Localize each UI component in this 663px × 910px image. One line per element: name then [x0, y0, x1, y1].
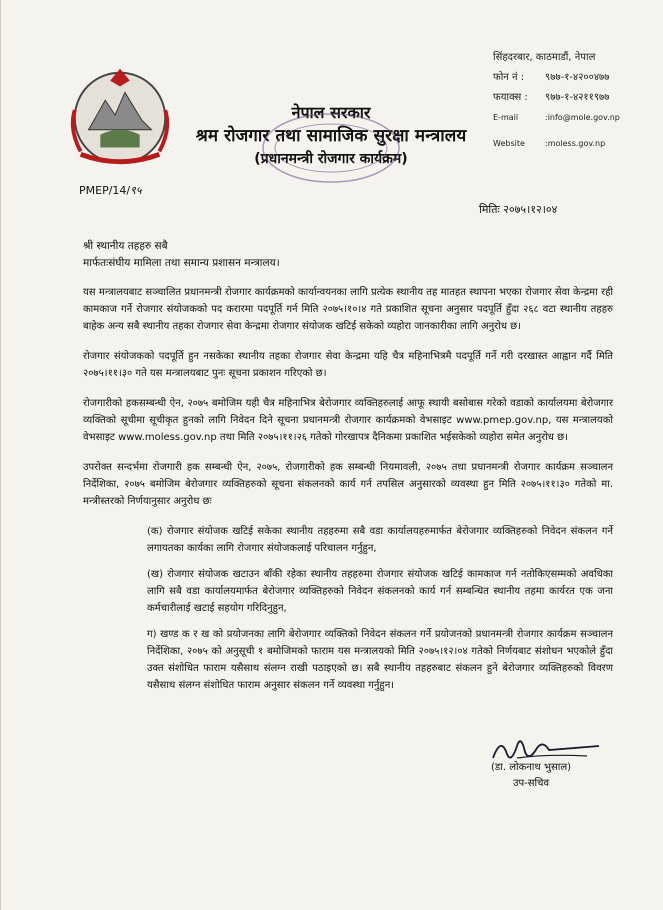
recipient-block [83, 238, 280, 272]
list-item-ga: ग) खण्ड क र ख को प्रयोजनका लागि बेरोजगार व्यक्तिको निवेदन संकलन गर्ने प्रयोजनको प्रधानमन्त्री रोजगार कार्यक्रम सञ्चालन निर्देशिका, २०७५ को अनुसूची १ बमोजिमको फाराम यस मन्त्रालयको मिति २०७५।१२।०४ गतेको निर्णयबाट संशोधन भएकोले हुँदा उक्त संशोधित फाराम यसैसाथ संलग्न राखी पठाइएको छ। सबै स्थानीय तहहरुबाट संकलन हुने बेरोजगार व्यक्तिहरुको विवरण यसैसाथ संलग्न संशोधित फाराम अनुसार संकलन गर्ने व्यवस्था गर्नुहुन। [147, 629, 613, 691]
office-stamp-icon [256, 108, 406, 188]
contact-block [493, 48, 620, 154]
fax-row [493, 88, 620, 108]
program-name: (प्रधानमन्त्री रोजगार कार्यक्रम) [254, 151, 408, 167]
paragraph-1: यस मन्त्रालयबाट सञ्चालित प्रधानमन्त्री रोजगार कार्यक्रमको कार्यान्वयनका लागि प्रत्येक स्थानीय तह मातहत स्थापना भएका रोजगार सेवा केन्द्रमा रही कामकाज गर्ने रोजगार संयोजकको पद करारमा पदपूर्ति गर्न मिति २०७५।१०।४ गते प्रकाशित सूचना अनुसार पदपूर्ति हुँदा २६८ वटा स्थानीय तहहरु बाहेक अन्य सबै स्थानीय तहका रोजगार सेवा केन्द्रमा रोजगार संयोजक खटिई सकेको व्यहोरा जानकारीका लागि अनुरोध छ। [83, 287, 613, 332]
email-label: E-mail [493, 113, 519, 122]
signer-title: उप-सचिव [513, 778, 550, 789]
ministry-name: श्रम रोजगार तथा सामाजिक सुरक्षा मन्त्रालय [195, 126, 467, 146]
phone-value: ९७७-१-४२००४७७ [545, 72, 610, 83]
fax-label: फयाक्स : [493, 92, 528, 103]
paragraph-2: रोजगार संयोजकको पदपूर्ति हुन नसकेका स्थानीय तहका रोजगार सेवा केन्द्रमा यहि चैत्र महिनाभित्रमै पदपूर्ति गर्ने गरी दरखास्त आह्वान गर्दै मिति २०७५।११।३० गते यस मन्त्रालयबाट पुनः सूचना प्रकाशन गरिएको छ। [83, 351, 613, 379]
recipient-line-1: श्री स्थानीय तहहरु सबै [83, 240, 168, 252]
website-row [493, 134, 620, 154]
letter-date: मितिः २०७५।१२।०४ [479, 203, 558, 216]
reference-prefix: PMEP/14/ [79, 184, 131, 197]
recipient-line-2: मार्फतःसंघीय मामिला तथा समान्य प्रशासन मन्त्रालय। [83, 257, 280, 269]
list-item-ka: (क) रोजगार संयोजक खटिई सकेका स्थानीय तहहरुमा सबै वडा कार्यालयहरुमार्फत बेरोजगार व्यक्तिहरुको निवेदन संकलन गर्ने लगायतका कार्यका लागि रोजगार संयोजकलाई परिचालन गर्नुहुन, [147, 526, 613, 554]
address: सिंहदरबार, काठमाडौं, नेपाल [493, 52, 596, 63]
email-row [493, 108, 620, 128]
paragraph-3: रोजगारीको हकसम्बन्धी ऐन, २०७५ बमोजिम यही चैत्र महिनाभित्र बेरोजगार व्यक्तिहरुलाई आफू स्थायी बसोबास गरेको वडाको कार्यालयमा बेरोजगार व्यक्तिको सूचीमा सूचीकृत हुनको लागि निवेदन दिने सूचना प्रधानमन्त्री रोजगार कार्यक्रमको वेभसाइट www.pmep.gov.np, यस मन्त्रालयको वेभसाइट www.moless.gov.np तथा मिति २०७५।११।२६ गतेको गोरखापत्र दैनिकमा प्रकाशित भईसकेको व्यहोरा समेत अनुरोध छ। [83, 398, 613, 443]
website-value: :moless.gov.np [545, 139, 606, 148]
paragraph-4: उपरोक्त सन्दर्भमा रोजगारी हक सम्बन्धी ऐन, २०७५, रोजगारीको हक सम्बन्धी नियमावली, २०७५ तथा प्रधानमन्त्री रोजगार कार्यक्रम सञ्चालन निर्देशिका, २०७५ बमोजिम बेरोजगार व्यक्तिहरुको सूचना संकलनको कार्य गर्न तपसिल अनुसारको व्यवस्था हुन मिति २०७५।११।३० गतेको मा. मन्त्रीस्तरको निर्णयानुसार अनुरोध छः [83, 462, 613, 507]
letter-body [83, 284, 613, 703]
reference-number [79, 183, 142, 198]
list-item-kha: (ख) रोजगार संयोजक खटाउन बाँकी रहेका स्थानीय तहहरुमा रोजगार संयोजक खटिई कामकाज गर्न नतोकिएसम्मको अवधिका लागि सबै वडा कार्यालयमार्फत बेरोजगार व्यक्तिहरुको निवेदन संकलनको कार्य गर्न सम्बन्धित स्थानीय तहमा कार्यरत एक जना कर्मचारीलाई खटाई सहयोग गरिदिनुहुन, [147, 569, 613, 614]
website-label: Website [493, 139, 525, 148]
phone-label: फोन नं : [493, 72, 525, 83]
nepal-emblem-icon [61, 60, 179, 170]
phone-row [493, 68, 620, 88]
reference-handwritten: ९५ [130, 184, 142, 197]
signer-name: (डा. लोकनाथ भुसाल) [491, 762, 572, 773]
government-name: नेपाल सरकार [291, 103, 371, 122]
email-value: :info@mole.gov.np [545, 113, 620, 122]
signer-block [491, 760, 571, 792]
fax-value: ९७७-१-४२११९७७ [545, 92, 610, 103]
